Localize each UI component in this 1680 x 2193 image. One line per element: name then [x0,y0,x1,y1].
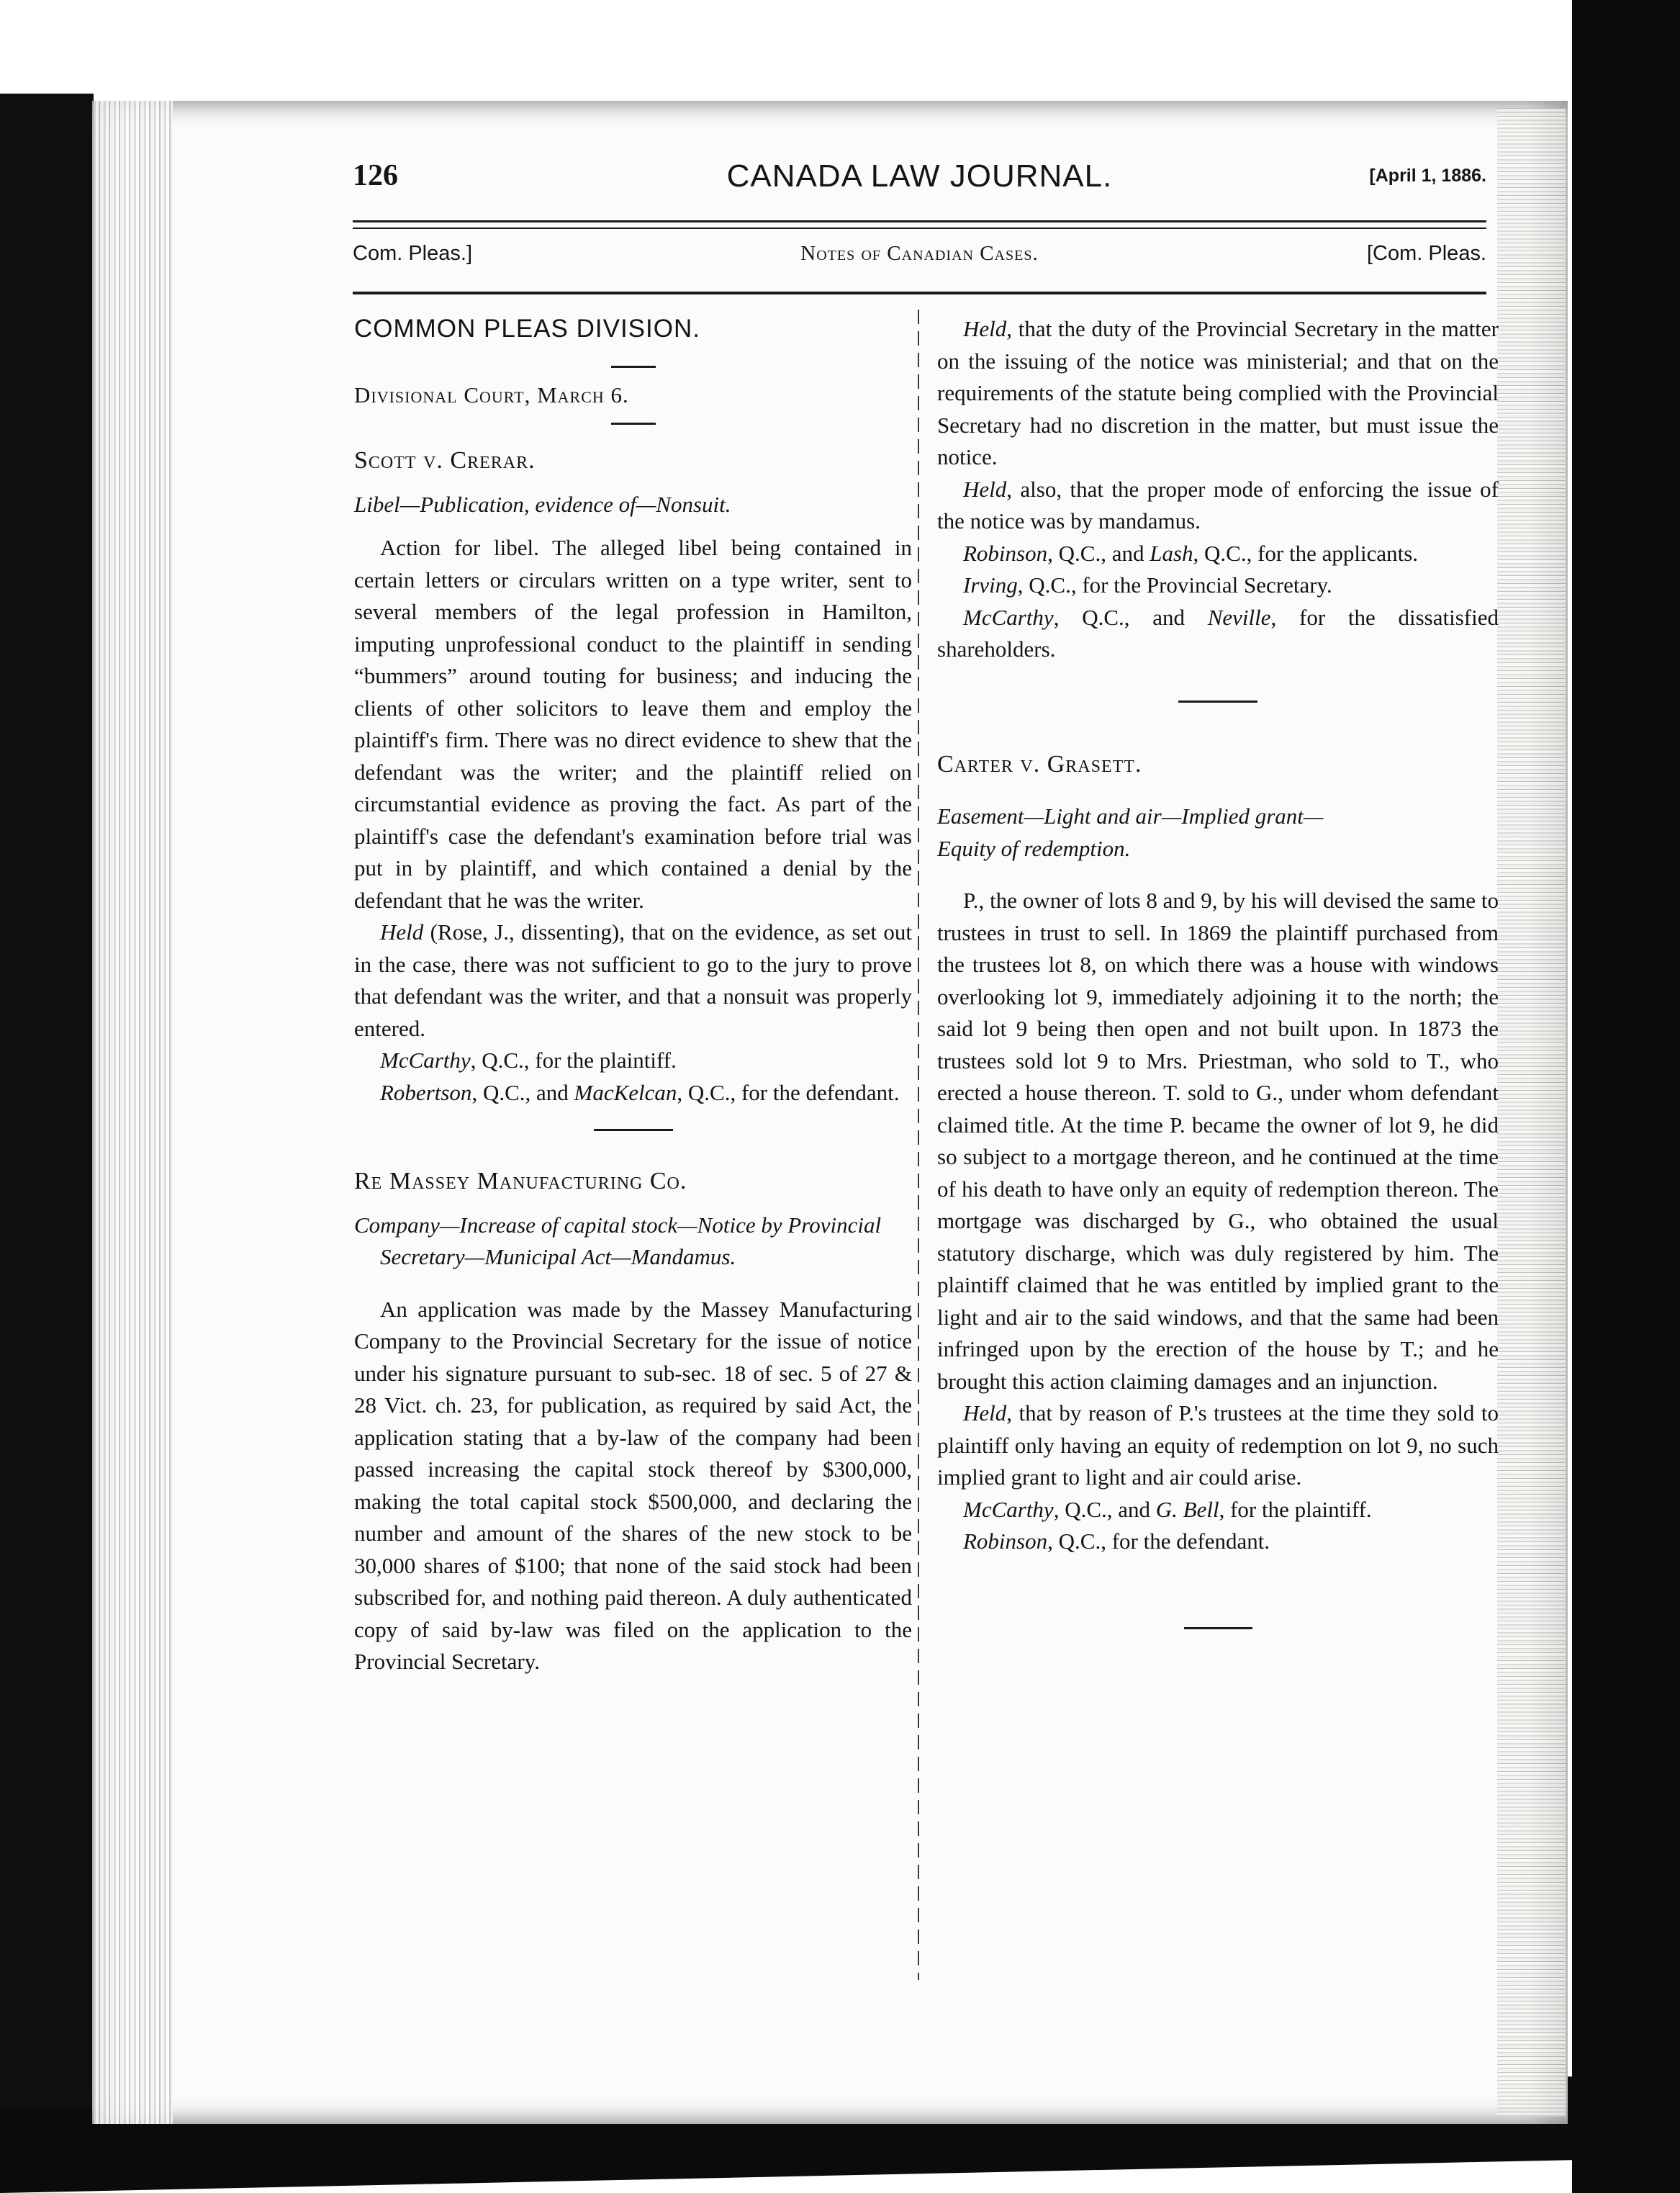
counsel-joiner: , Q.C., and [1047,540,1150,566]
counsel-name: McCarthy [380,1048,471,1073]
court-date-line: Divisional Court, March 6. [354,382,629,407]
counsel-role: , Q.C., for the plaintiff. [470,1048,677,1073]
counsel-role: , for the dissatisfied shareholders. [937,604,1499,662]
counsel-line [937,1526,1499,1558]
held-word: Held [963,316,1007,341]
section-subhead [353,242,1486,271]
scan-shadow-left [0,94,94,2124]
header-rule-top [353,220,1486,222]
holding-text: , that the duty of the Provincial Secretary in the matter on the issuing of the notice was ministerial; and that on the requirements of the statute being complied with the Provincial Secretary had no discretion in the matter, but must issue the notice. [937,316,1499,469]
holding-paragraph [937,313,1499,474]
held-word: Held [963,1400,1007,1426]
counsel-name: Robertson [380,1079,472,1105]
counsel-name: Lash [1150,540,1193,566]
holding-paragraph [354,917,912,1045]
counsel-joiner: , Q.C., and [471,1079,574,1105]
end-rule [1184,1627,1252,1629]
case-facts-paragraph: P., the owner of lots 8 and 9, by his will devised the same to trustees in trust to sell. In 1869 the plaintiff purchased from the trustees lot 8, on which there was a house with windows overlooking lot 9, immediately adjoining it to the north; the said lot 9 being then open and not built upon. In 1873 the trustees sold lot 9 to Mrs. Priestman, who sold to T., who erected a house thereon. T. sold to G., under whom defendant claimed title. At the time P. became the owner of lot 9, he did so subject to a mortgage thereon, and he continued at the time of his death to have only an equity of redemption thereon. The mortgage was discharged by G., who obtained the usual statutory discharge, which was duly registered by him. The plaintiff claimed that he was entitled by implied grant to the light and air to the said windows, and that the same had been infringed upon by the erection of the house by T.; and he brought this action claiming damages and an injunction. [937,888,1499,1394]
counsel-name: Irving [963,572,1018,598]
counsel-joiner: , Q.C., and [1053,1496,1156,1522]
catchwords-easement-line1: Easement—Light and air—Implied grant— [937,803,1324,829]
counsel-name: McCarthy [963,1496,1054,1522]
counsel-line [354,1045,912,1077]
case-facts-paragraph: Action for libel. The alleged libel being contained in certain letters or circulars written on a type writer, sent to several members of the legal profession in Hamilton, imputing unprofessional conduct to the plaintiff in sending “bummers” around touting for business; and inducing the clients of other solicitors to leave them and employ the plaintiff's firm. There was no direct evidence to shew that the defendant was the writer; and the plaintiff relied on circumstantial evidence as proving the fact. As part of the plaintiff's case the defendant's examination before trial was put in by plaintiff, and which contained a denial by the defendant that he was the writer. [354,535,912,913]
holding-text: (Rose, J., dissenting), that on the evidence, as set out in the case, there was not sufficient to go to the jury to prove that defendant was the writer, and that a nonsuit was properly entered. [354,919,912,1041]
counsel-name: MacKelcan [574,1079,677,1105]
counsel-name: Robinson [963,1528,1048,1554]
counsel-line [937,569,1499,602]
counsel-name: Robinson [963,540,1048,566]
case-title-re-massey: Re Massey Manufacturing Co. [354,1168,687,1194]
counsel-line [354,1077,912,1109]
counsel-role: , Q.C., for the Provincial Secretary. [1017,572,1332,598]
counsel-role: , for the plaintiff. [1219,1496,1372,1522]
catchwords-company: Company—Increase of capital stock—Notice by Provincial Secretary—Municipal Act—Mandamus. [354,1212,882,1269]
counsel-role: , Q.C., for the defendant. [677,1079,900,1105]
scan-margin-top [0,0,1680,108]
left-column [354,313,912,1678]
scan-shadow-right [1572,0,1680,2193]
holding-paragraph [937,474,1499,538]
page-binding-edge [94,101,173,2124]
counsel-line [937,602,1499,666]
case-title-scott-v-crerar: Scott v. Crerar. [354,447,536,474]
running-head [353,158,1486,202]
subhead-left: Com. Pleas.] [353,242,472,265]
page-fore-edge [1497,108,1566,2117]
right-column [937,313,1499,1629]
catchwords-easement-line2: Equity of redemption. [937,835,1131,861]
subhead-right: [Com. Pleas. [1367,242,1486,265]
subhead-rule [353,292,1486,294]
counsel-line [937,1494,1499,1526]
case-title-carter-v-grasett: Carter v. Grasett. [937,750,1142,778]
held-word: Held [963,476,1007,502]
header-rule-bottom [353,228,1486,229]
held-word: Held [380,919,424,945]
counsel-role: , Q.C., for the defendant. [1047,1528,1270,1554]
issue-date: [April 1, 1886. [1369,166,1486,186]
counsel-joiner: , Q.C., and [1053,604,1208,630]
subhead-center: Notes of Canadian Cases. [800,242,1039,265]
division-heading: COMMON PLEAS DIVISION. [354,315,700,343]
journal-title: CANADA LAW JOURNAL. [726,158,1113,194]
counsel-line [937,538,1499,570]
page-number: 126 [353,159,398,192]
catchwords-libel: Libel—Publication, evidence of—Nonsuit. [354,491,731,517]
column-divider [918,310,919,1980]
case-facts-paragraph: An application was made by the Massey Manufacturing Company to the Provincial Secretary for the issue of notice under his signature pursuant to sub-sec. 18 of sec. 5 of 27 & 28 Vict. ch. 23, for publication, as required by said Act, the application stating that a by-law of the company had been passed increasing the capital stock thereof by $300,000, making the total capital stock $500,000, and declaring the number and amount of the shares of the new stock to be 30,000 shares of $100; that none of the said stock had been subscribed for, and nothing paid thereon. A duly authenticated copy of said by-law was filed on the application to the Provincial Secretary. [354,1296,912,1674]
holding-paragraph [937,1397,1499,1494]
counsel-name: McCarthy [963,604,1054,630]
holding-text: , that by reason of P.'s trustees at the time they sold to plaintiff only having an equity of redemption on lot 9, no such implied grant to light and air could arise. [937,1400,1499,1490]
counsel-name: Neville [1207,604,1271,630]
counsel-name: G. Bell [1155,1496,1219,1522]
counsel-role: , Q.C., for the applicants. [1193,540,1419,566]
holding-text: , also, that the proper mode of enforcing the issue of the notice was by mandamus. [937,476,1499,533]
